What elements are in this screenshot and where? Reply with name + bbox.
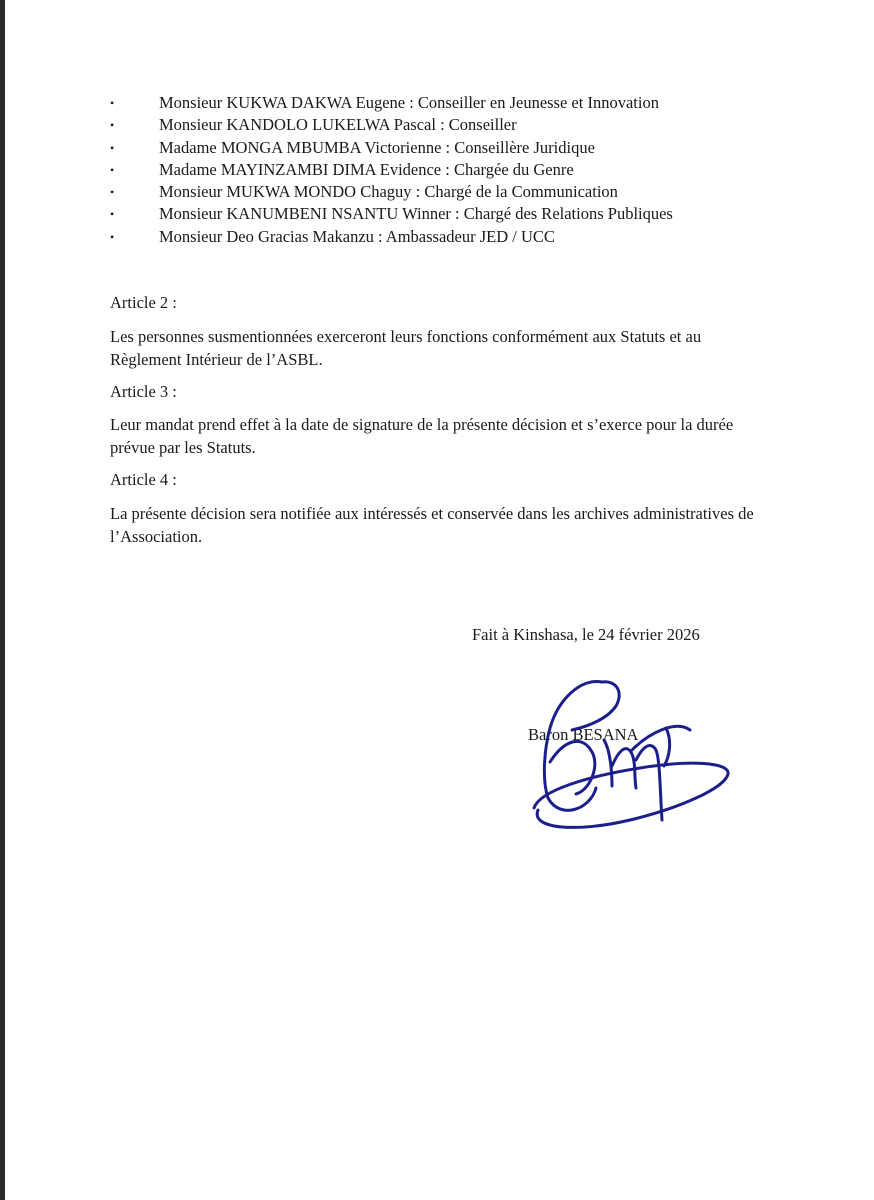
article-3-title: Article 3 :	[110, 382, 177, 401]
member-text: Monsieur KANDOLO LUKELWA Pascal : Conseiller	[159, 115, 517, 135]
member-text: Monsieur MUKWA MONDO Chaguy : Chargé de la Communication	[159, 182, 618, 202]
member-text: Monsieur Deo Gracias Makanzu : Ambassadeur JED / UCC	[159, 226, 555, 246]
bullet-icon: •	[110, 185, 115, 200]
bullet-icon: •	[110, 162, 115, 177]
member-text: Madame MAYINZAMBI DIMA Evidence : Chargée du Genre	[159, 159, 574, 179]
bullet-icon: •	[110, 229, 115, 244]
member-text: Madame MONGA MBUMBA Victorienne : Conseillère Juridique	[159, 137, 595, 157]
article-4-text: La présente décision sera notifiée aux intéressés et conservée dans les archives administratives de l’Association.	[110, 504, 754, 546]
place-date: Fait à Kinshasa, le 24 février 2026	[472, 625, 700, 644]
article-3-text: Leur mandat prend effet à la date de signature de la présente décision et s’exerce pour la durée prévue par les Statuts.	[110, 415, 734, 457]
signer-name: Baron BESANA	[528, 725, 639, 744]
article-4-title: Article 4 :	[110, 470, 177, 489]
member-text: Monsieur KANUMBENI NSANTU Winner : Chargé des Relations Publiques	[159, 204, 673, 224]
member-text: Monsieur KUKWA DAKWA Eugene : Conseiller en Jeunesse et Innovation	[159, 93, 659, 112]
article-2-title: Article 2 :	[110, 293, 177, 312]
handwritten-signature	[520, 670, 740, 840]
article-2-text: Les personnes susmentionnées exerceront leurs fonctions conformément aux Statuts et au Règlement Intérieur de l’ASBL.	[110, 327, 702, 369]
page-left-edge	[0, 0, 5, 1200]
bullet-icon: •	[110, 118, 115, 133]
bullet-icon: •	[110, 96, 115, 110]
bullet-icon: •	[110, 207, 115, 222]
bullet-icon: •	[110, 140, 115, 155]
